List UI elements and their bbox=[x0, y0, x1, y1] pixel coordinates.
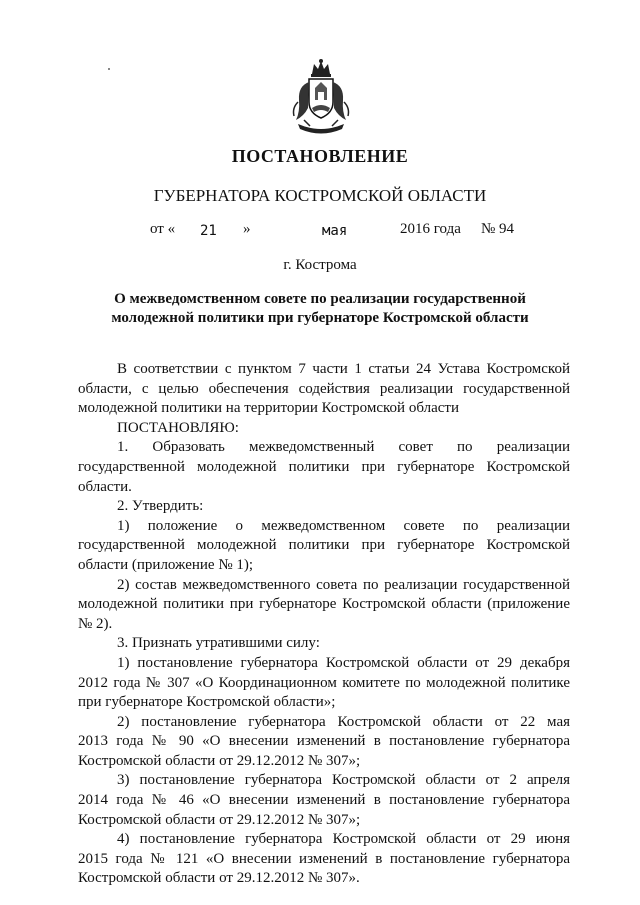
city: г. Кострома bbox=[283, 257, 357, 273]
clause-line: 4) постановление губернатора Костромской области от 29 июня bbox=[117, 831, 570, 848]
clause-line: 2014 года № 46 «О внесении изменений в постановление губернатора bbox=[78, 792, 570, 809]
subject-line: О межведомственном совете по реализации государственной bbox=[114, 291, 526, 307]
document-title: ПОСТАНОВЛЕНИЕ bbox=[231, 146, 409, 166]
subject-line: молодежной политики при губернаторе Костромской области bbox=[111, 310, 529, 326]
preamble-line: молодежной политики на территории Костромской области bbox=[78, 400, 459, 417]
clause-line: 2) постановление губернатора Костромской области от 22 мая bbox=[117, 713, 570, 730]
preamble-line: области, с целью обеспечения содействия реализации государственной bbox=[78, 380, 570, 397]
clause-line: Костромской области от 29.12.2012 № 307»; bbox=[78, 752, 361, 769]
document-number: № 94 bbox=[481, 221, 515, 237]
coat-of-arms-emblem bbox=[290, 58, 352, 140]
clause-line: 3) постановление губернатора Костромской области от 2 апреля bbox=[117, 772, 570, 789]
date-day: 21 bbox=[200, 223, 217, 239]
document-subject bbox=[0, 290, 640, 328]
date-prefix: от « bbox=[150, 221, 176, 237]
clause-line: 2. Утвердить: bbox=[117, 498, 204, 515]
clause-line: государственной молодежной политики при губернаторе Костромской bbox=[78, 458, 570, 475]
clause-line: молодежной политики при губернаторе Костромской области (приложение bbox=[78, 596, 570, 613]
clause-line: Костромской области от 29.12.2012 № 307». bbox=[78, 870, 360, 887]
clause-line: 1) постановление губернатора Костромской области от 29 декабря bbox=[117, 654, 570, 671]
clause-line: при губернаторе Костромской области»; bbox=[78, 694, 336, 711]
clause-line: 2012 года № 307 «О Координационном комитете по молодежной политике bbox=[78, 674, 570, 691]
issuer-title: ГУБЕРНАТОРА КОСТРОМСКОЙ ОБЛАСТИ bbox=[153, 186, 487, 205]
date-month: мая bbox=[322, 223, 348, 239]
date-quote-close: » bbox=[243, 221, 251, 237]
decree-word: ПОСТАНОВЛЯЮ: bbox=[117, 419, 239, 436]
clause-line: 1. Образовать межведомственный совет по реализации bbox=[117, 439, 570, 456]
clause-line: 2015 года № 121 «О внесении изменений в постановление губернатора bbox=[78, 850, 570, 867]
clause-line: области (приложение № 1); bbox=[78, 556, 254, 573]
clause-line: области. bbox=[78, 478, 132, 495]
clause-line: 3. Признать утратившими силу: bbox=[117, 635, 320, 652]
clause-line: 2013 года № 90 «О внесении изменений в постановление губернатора bbox=[78, 733, 570, 750]
scan-speck bbox=[108, 68, 110, 70]
clause-line: 1) положение о межведомственном совете по реализации bbox=[117, 517, 570, 534]
preamble-line: В соответствии с пунктом 7 части 1 статьи 24 Устава Костромской bbox=[117, 361, 570, 377]
document-body bbox=[78, 360, 570, 889]
clause-line: Костромской области от 29.12.2012 № 307»; bbox=[78, 811, 361, 828]
clause-line: № 2). bbox=[78, 615, 113, 632]
clause-line: 2) состав межведомственного совета по реализации государственной bbox=[117, 576, 570, 593]
date-year: 2016 года bbox=[400, 221, 461, 237]
clause-line: государственной молодежной политики при губернаторе Костромской bbox=[78, 537, 570, 554]
